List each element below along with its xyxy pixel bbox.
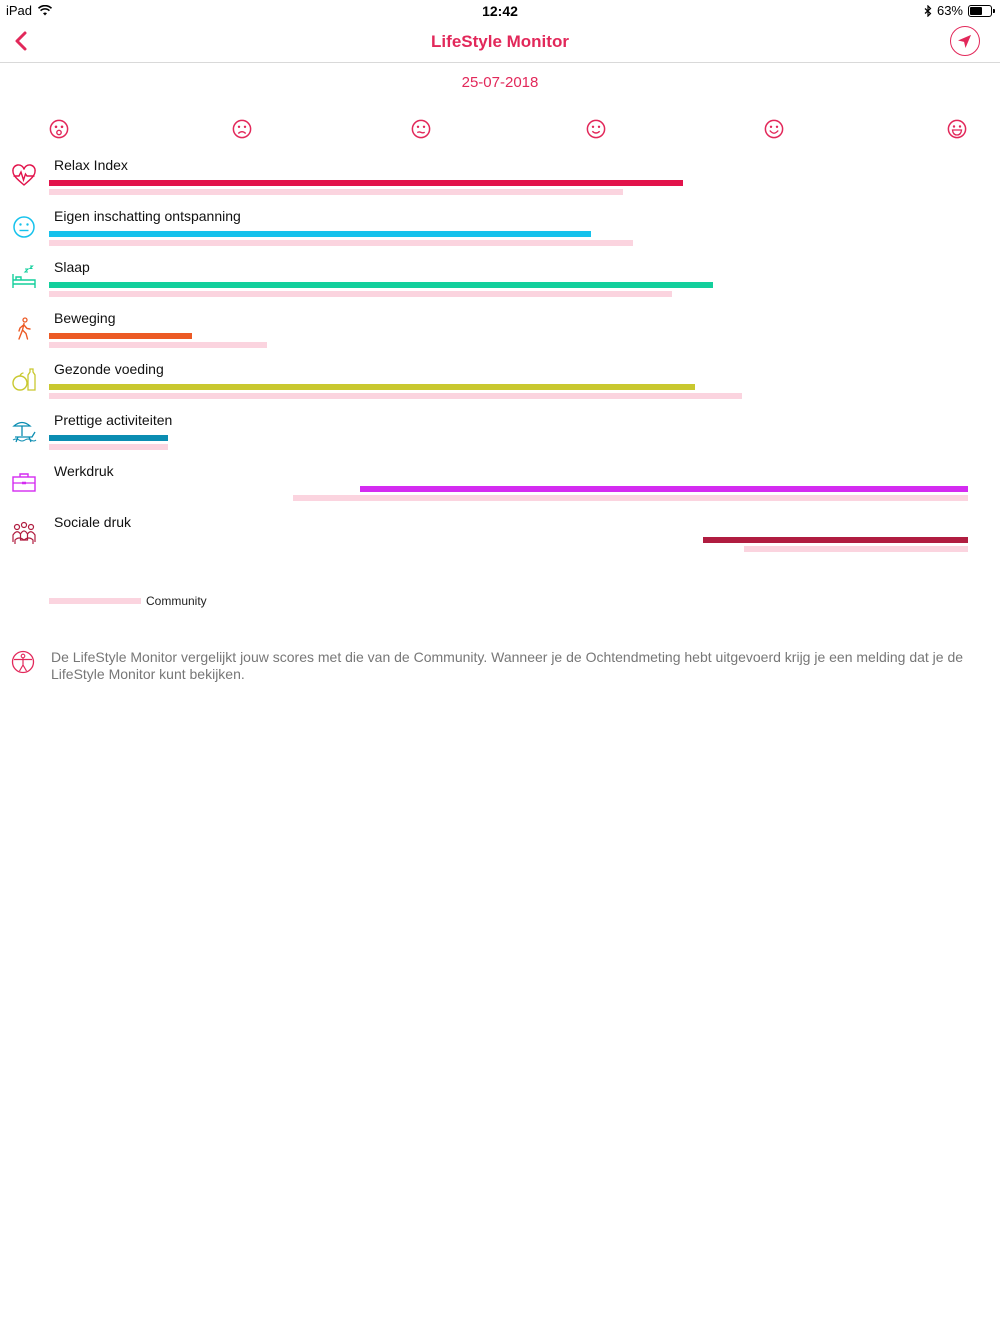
community-bar-prettige-activiteiten [49, 444, 168, 450]
vitruvian-man-icon [11, 650, 35, 674]
row-label-relax-index: Relax Index [54, 157, 128, 173]
heartbeat-icon [11, 163, 37, 189]
score-bar-sociale-druk [703, 537, 968, 543]
row-label-werkdruk: Werkdruk [54, 463, 114, 479]
sad-face-icon [232, 119, 252, 139]
score-bar-slaap [49, 282, 713, 288]
apple-bottle-icon [11, 367, 37, 393]
walking-person-icon [11, 316, 37, 342]
community-bar-eigen-inschatting-ontspanning [49, 240, 633, 246]
slight-smile-face-icon [586, 119, 606, 139]
community-bar-beweging [49, 342, 267, 348]
score-bar-werkdruk [360, 486, 968, 492]
briefcase-icon [11, 469, 37, 495]
device-label: iPad [6, 3, 33, 18]
score-bar-gezonde-voeding [49, 384, 695, 390]
navigation-arrow-icon [958, 35, 971, 48]
page-title: LifeStyle Monitor [431, 32, 569, 51]
score-bar-prettige-activiteiten [49, 435, 168, 441]
score-bar-eigen-inschatting-ontspanning [49, 231, 591, 237]
community-bar-relax-index [49, 189, 623, 195]
bluetooth-icon [924, 5, 932, 17]
community-legend-label: Community [146, 594, 207, 608]
status-bar [0, 0, 1000, 22]
row-label-gezonde-voeding: Gezonde voeding [54, 361, 164, 377]
battery-icon [968, 5, 992, 17]
community-bar-sociale-druk [744, 546, 968, 552]
very-happy-face-icon [947, 119, 967, 139]
navigation-arrow-button[interactable] [950, 26, 980, 56]
date-label: 25-07-2018 [461, 74, 539, 91]
bed-icon [11, 265, 37, 291]
row-label-beweging: Beweging [54, 310, 116, 326]
score-bar-beweging [49, 333, 192, 339]
navigation-bar [0, 22, 1000, 63]
battery-level [970, 7, 982, 15]
row-label-slaap: Slaap [54, 259, 90, 275]
community-bar-gezonde-voeding [49, 393, 742, 399]
row-label-eigen-inschatting: Eigen inschatting ontspanning [54, 208, 241, 224]
neutral-face-icon [11, 214, 37, 240]
row-label-prettige-activiteiten: Prettige activiteiten [54, 412, 173, 428]
community-bar-werkdruk [293, 495, 968, 501]
neutral-face-icon [411, 119, 431, 139]
community-bar-slaap [49, 291, 672, 297]
community-legend-swatch [49, 598, 141, 604]
score-bar-relax-index [49, 180, 683, 186]
row-label-sociale-druk: Sociale druk [54, 514, 132, 530]
beach-chair-icon [11, 418, 37, 444]
smile-face-icon [764, 119, 784, 139]
group-icon [11, 520, 37, 546]
info-text: De LifeStyle Monitor vergelijkt jouw scores met die van de Community. Wanneer je de Ochtendmeting hebt uitgevoerd krijg je een melding dat je de LifeStyle Monitor kunt bekijken. [51, 649, 964, 682]
very-sad-face-icon [49, 119, 69, 139]
clock: 12:42 [482, 3, 518, 19]
battery-percentage: 63% [936, 3, 963, 18]
